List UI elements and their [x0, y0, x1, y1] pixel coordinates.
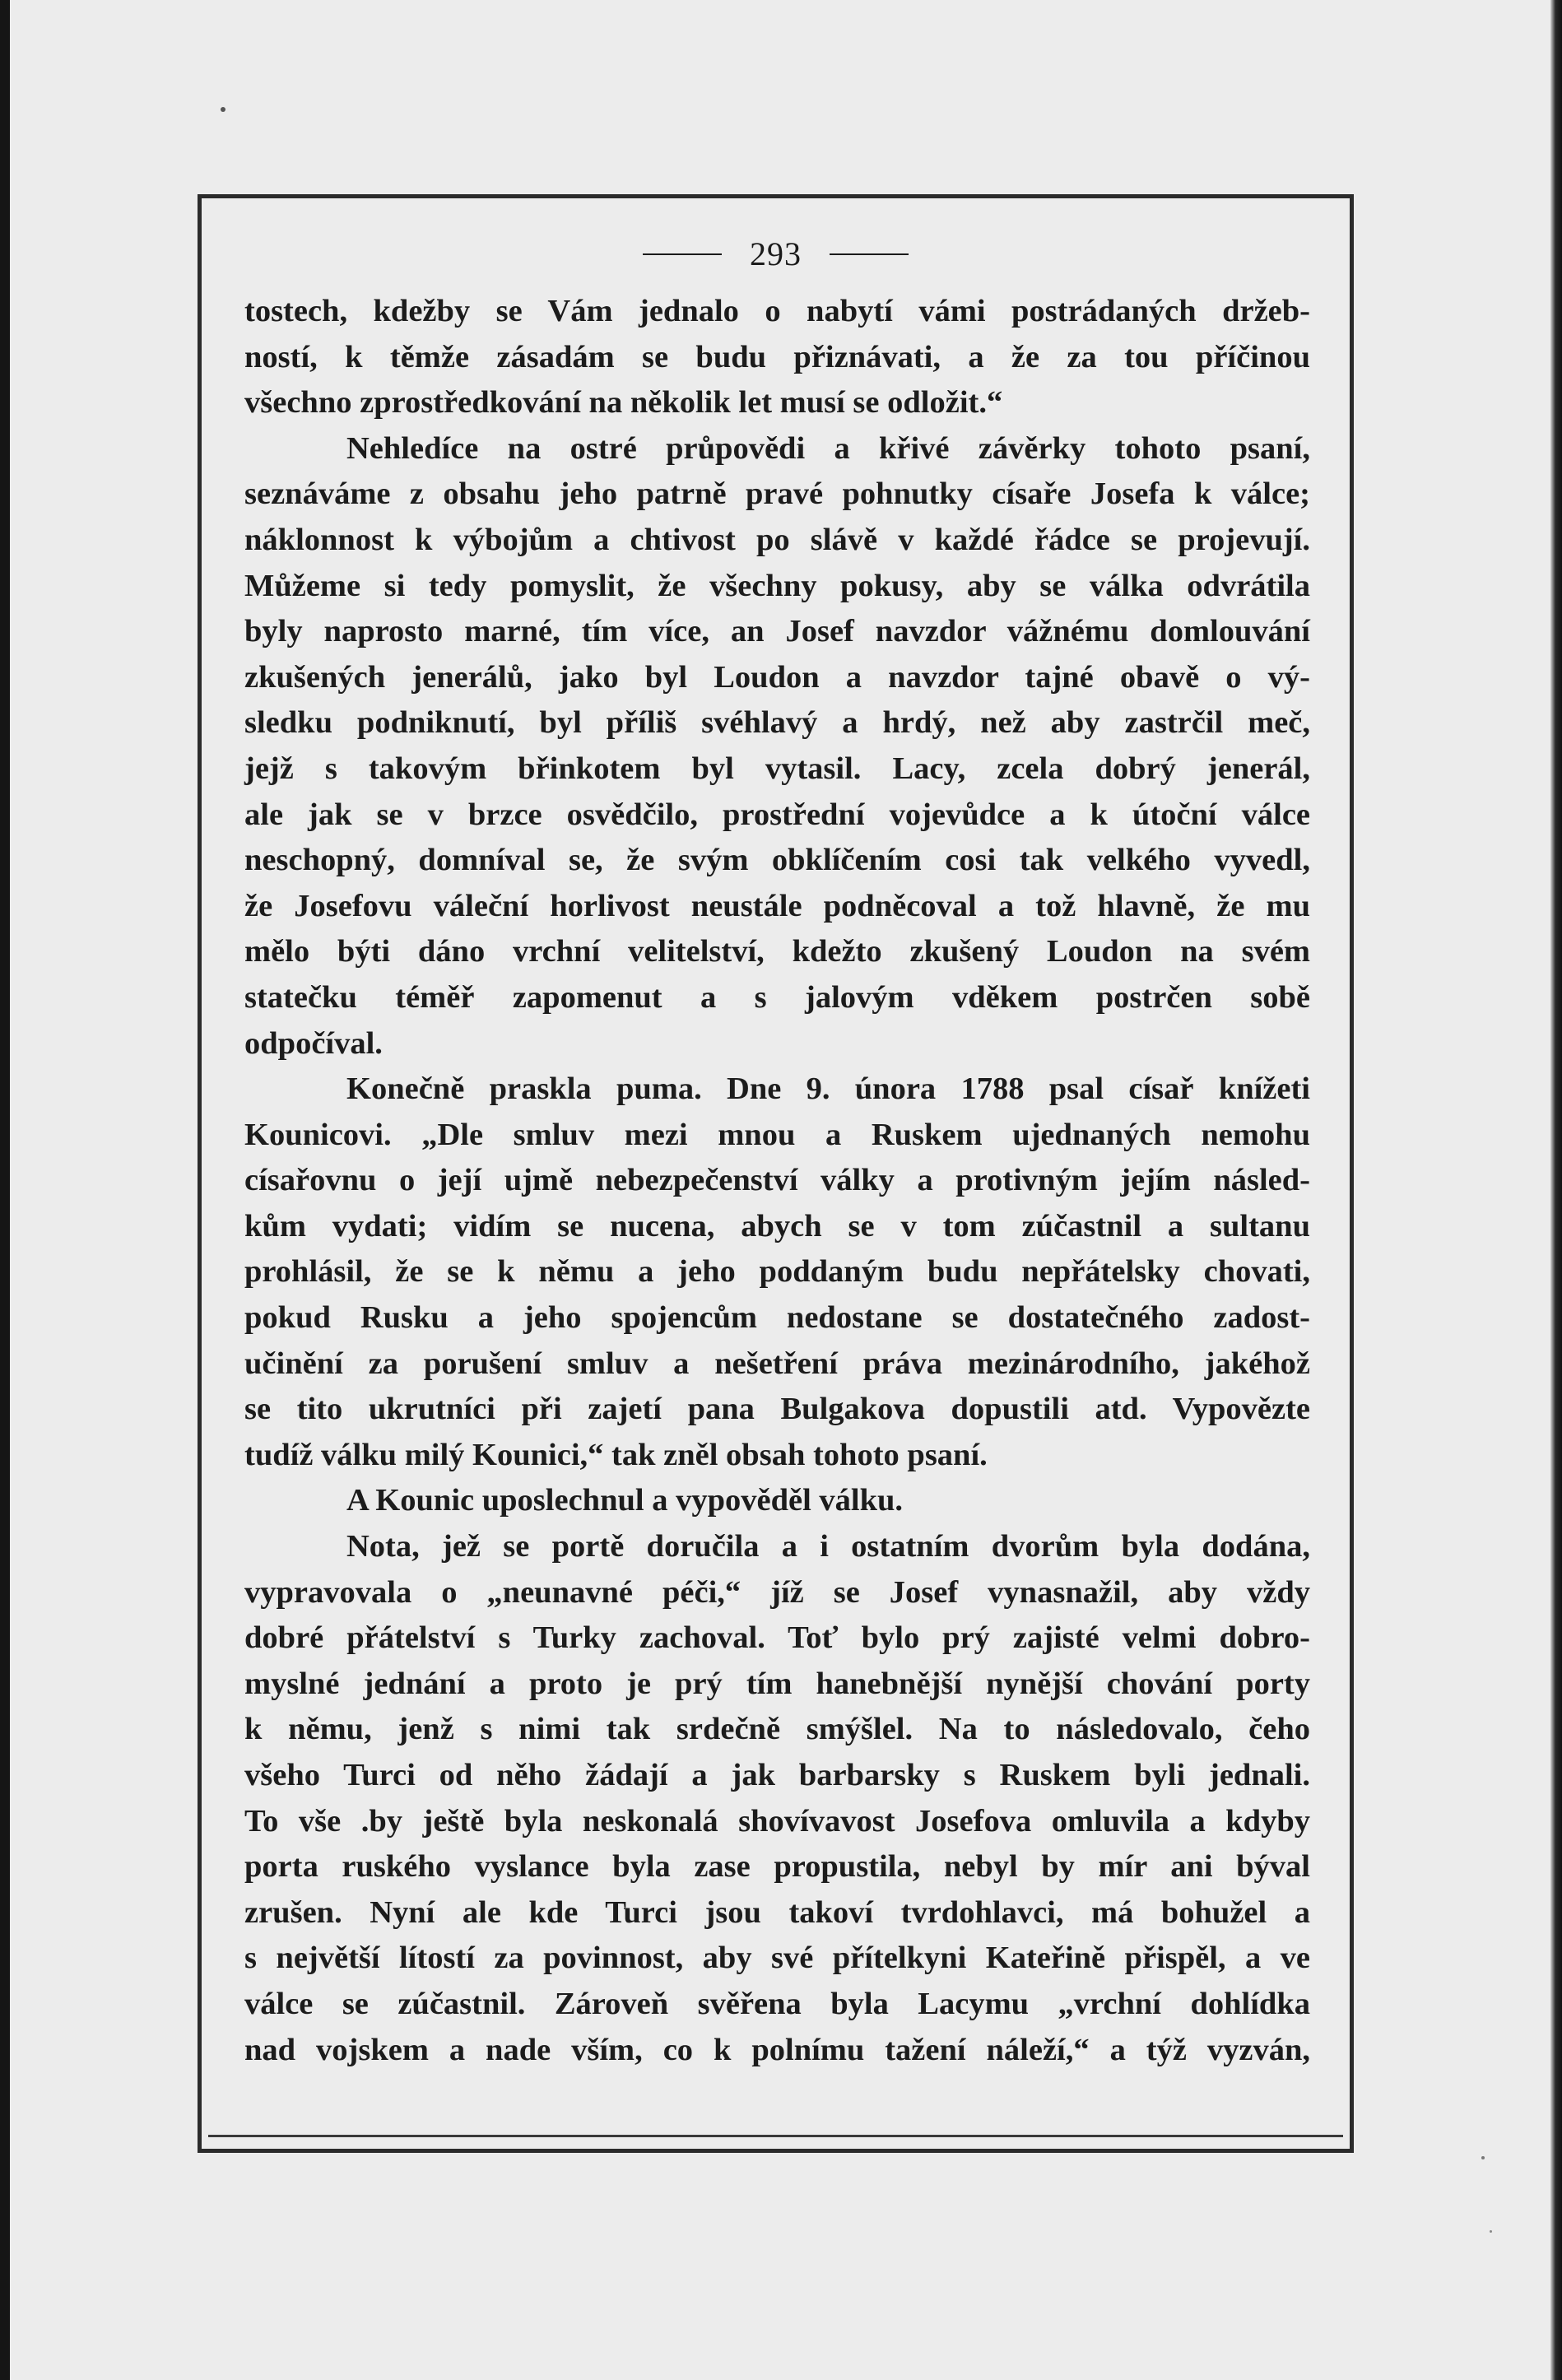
text-line: učinění za porušení smluv a nešetření práva mezinárodního, jakéhož [244, 1346, 1310, 1381]
text-line: jejž s takovým břinkotem byl vytasil. Lacy, zcela dobrý jenerál, [244, 751, 1310, 786]
text-line: A Kounic uposlechnul a vypověděl válku. [346, 1483, 904, 1518]
scan-speck [1490, 2230, 1492, 2233]
text-line: tostech, kdežby se Vám jednalo o nabytí vámi postrádaných držeb- [244, 294, 1310, 328]
text-line: se tito ukrutníci při zajetí pana Bulgakova dopustili atd. Vypovězte [244, 1392, 1310, 1427]
text-line: Nota, jež se portě doručila a i ostatním dvorům byla dodána, [346, 1529, 1310, 1564]
text-line: mělo býti dáno vrchní velitelství, kdežto zkušený Loudon na svém [244, 934, 1310, 969]
body-text [244, 289, 1310, 2073]
text-line: zkušených jenerálů, jako byl Loudon a navzdor tajné obavě o vý- [244, 659, 1310, 695]
text-line: myslné jednání a proto je prý tím hanebnější nynější chování porty [244, 1666, 1310, 1701]
header-dash-left [643, 253, 722, 255]
text-line: všeho Turci od něho žádají a jak barbarsky s Ruskem byli jednali. [244, 1758, 1310, 1792]
text-line: nad vojskem a nade vším, co k polnímu tažení náleží,“ a týž vyzván, [244, 2032, 1310, 2067]
text-line: všechno zprostředkování na několik let musí se odložit.“ [244, 385, 1003, 421]
scan-speck [221, 107, 225, 112]
text-line: Kounicovi. „Dle smluv mezi mnou a Ruskem ujednaných nemohu [244, 1117, 1310, 1152]
header-dash-right [830, 253, 909, 255]
text-line: byly naprosto marné, tím více, an Josef navzdor vážnému domlouvání [244, 614, 1310, 649]
text-line: ností, k těmže zásadám se budu přiznávati, a že za tou příčinou [244, 339, 1310, 374]
text-line: císařovnu o její ujmě nebezpečenství války a protivným jejím násled- [244, 1163, 1310, 1198]
text-line: seznáváme z obsahu jeho patrně pravé pohnutky císaře Josefa k válce; [244, 476, 1310, 512]
scan-right-edge [1550, 0, 1562, 2380]
text-line: Můžeme si tedy pomyslit, že všechny pokusy, aby se válka odvrátila [244, 568, 1310, 603]
text-line: Konečně praskla puma. Dne 9. února 1788 psal císař knížeti [346, 1071, 1310, 1107]
text-line: dobré přátelství s Turky zachoval. Toť bylo prý zajisté velmi dobro- [244, 1620, 1310, 1656]
text-line: vypravovala o „neunavné péči,“ jíž se Josef vynasnažil, aby vždy [244, 1574, 1310, 1610]
text-line: odpočíval. [244, 1025, 383, 1061]
text-line: zrušen. Nyní ale kde Turci jsou takoví tvrdohlavci, má bohužel a [244, 1894, 1310, 1930]
page-header [202, 235, 1350, 271]
text-line: k němu, jenž s nimi tak srdečně smýšlel. Na to následovalo, čeho [244, 1712, 1310, 1747]
text-line: kům vydati; vidím se nucena, abych se v tom zúčastnil a sultanu [244, 1208, 1310, 1243]
text-line: náklonnost k výbojům a chtivost po slávě v každé řádce se projevují. [244, 522, 1310, 557]
text-line: prohlásil, že se k němu a jeho poddaným budu nepřátelsky chovati, [244, 1254, 1310, 1290]
text-line: s největší lítostí za povinnost, aby své přítelkyni Kateřině přispěl, a ve [244, 1941, 1310, 1976]
text-line: To vše .by ještě byla neskonalá shovívavost Josefova omluvila a kdyby [244, 1803, 1310, 1838]
text-line: že Josefovu váleční horlivost neustále podněcoval a tož hlavně, že mu [244, 888, 1310, 923]
text-line: sledku podniknutí, byl příliš svéhlavý a hrdý, než aby zastrčil meč, [244, 705, 1310, 741]
text-line: porta ruského vyslance byla zase propustila, nebyl by mír ani býval [244, 1849, 1310, 1885]
text-line: statečku téměř zapomenut a s jalovým vděkem postrčen sobě [244, 979, 1310, 1015]
text-line: pokud Rusku a jeho spojencům nedostane se dostatečného zadost- [244, 1300, 1310, 1336]
page-number: 293 [750, 235, 802, 272]
page-frame [198, 194, 1354, 2153]
text-line: ale jak se v brzce osvědčilo, prostřední vojevůdce a k útoční válce [244, 797, 1310, 832]
scan-speck [1481, 2156, 1485, 2159]
text-line: válce se zúčastnil. Zároveň svěřena byla Lacymu „vrchní dohlídka [244, 1986, 1310, 2021]
scan-left-edge [0, 0, 10, 2380]
text-line: Nehledíce na ostré průpovědi a křivé závěrky tohoto psaní, [346, 430, 1310, 466]
text-line: neschopný, domníval se, že svým obklíčením cosi tak velkého vyvedl, [244, 843, 1310, 878]
frame-bottom-rule [208, 2135, 1343, 2137]
text-line: tudíž válku milý Kounici,“ tak zněl obsah tohoto psaní. [244, 1437, 988, 1472]
